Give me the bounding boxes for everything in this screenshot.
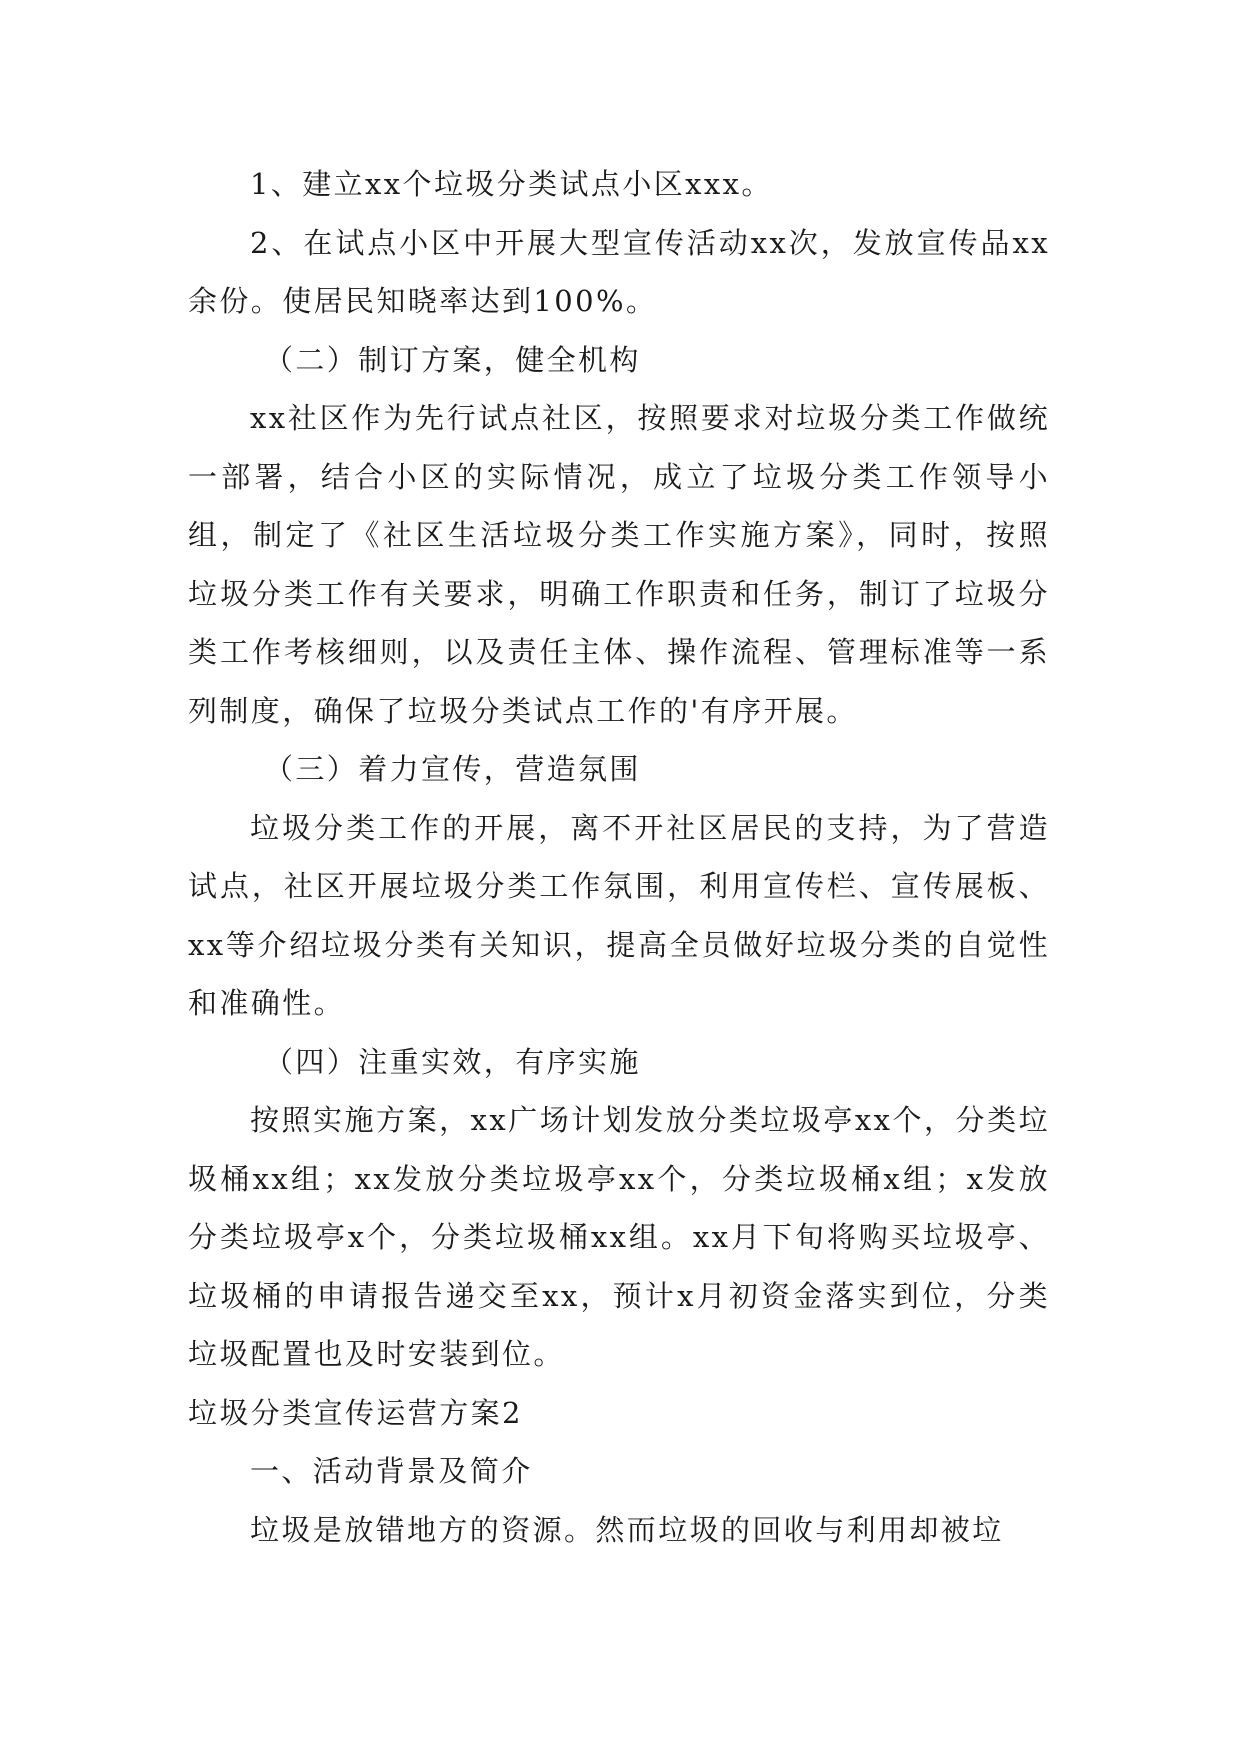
paragraph-section-3: 垃圾分类工作的开展，离不开社区居民的支持，为了营造试点，社区开展垃圾分类工作氛围，利用宣传栏、宣传展板、xx等介绍垃圾分类有关知识，提高全员做好垃圾分类的自觉性和准确性。	[188, 810, 1050, 1020]
paragraph-section-4: 按照实施方案，xx广场计划发放分类垃圾亭xx个，分类垃圾桶xx组；xx发放分类垃圾亭xx个，分类垃圾桶x组；x发放分类垃圾亭x个，分类垃圾桶xx组。xx月下旬将购买垃圾亭、垃圾桶的申请报告递交至xx，预计x月初资金落实到位，分类垃圾配置也及时安装到位。	[188, 1103, 1050, 1371]
paragraph-item-1: 1、建立xx个垃圾分类试点小区xxx。	[250, 167, 773, 201]
paragraph-item-2: 2、在试点小区中开展大型宣传活动xx次，发放宣传品xx余份。使居民知晓率达到100%。	[188, 225, 1050, 318]
paragraph-section-2: xx社区作为先行试点社区，按照要求对垃圾分类工作做统一部署，结合小区的实际情况，成立了垃圾分类工作领导小组，制定了《社区生活垃圾分类工作实施方案》，同时，按照垃圾分类工作有关要求，明确工作职责和任务，制订了垃圾分类工作考核细则，以及责任主体、操作流程、管理标准等一系列制度，确保了垃圾分类试点工作的'有序开展。	[188, 401, 1050, 728]
section-heading-4: （四）注重实效，有序实施	[264, 1044, 641, 1079]
paragraph-background: 垃圾是放错地方的资源。然而垃圾的回收与利用却被垃	[250, 1512, 1004, 1547]
section-heading-3: （三）着力宣传，营造氛围	[264, 752, 641, 786]
document-body	[188, 155, 1050, 1559]
section-heading-2: （二）制订方案，健全机构	[264, 342, 641, 377]
section-heading-background: 一、活动背景及简介	[250, 1454, 533, 1488]
document-title-2: 垃圾分类宣传运营方案2	[188, 1395, 523, 1430]
